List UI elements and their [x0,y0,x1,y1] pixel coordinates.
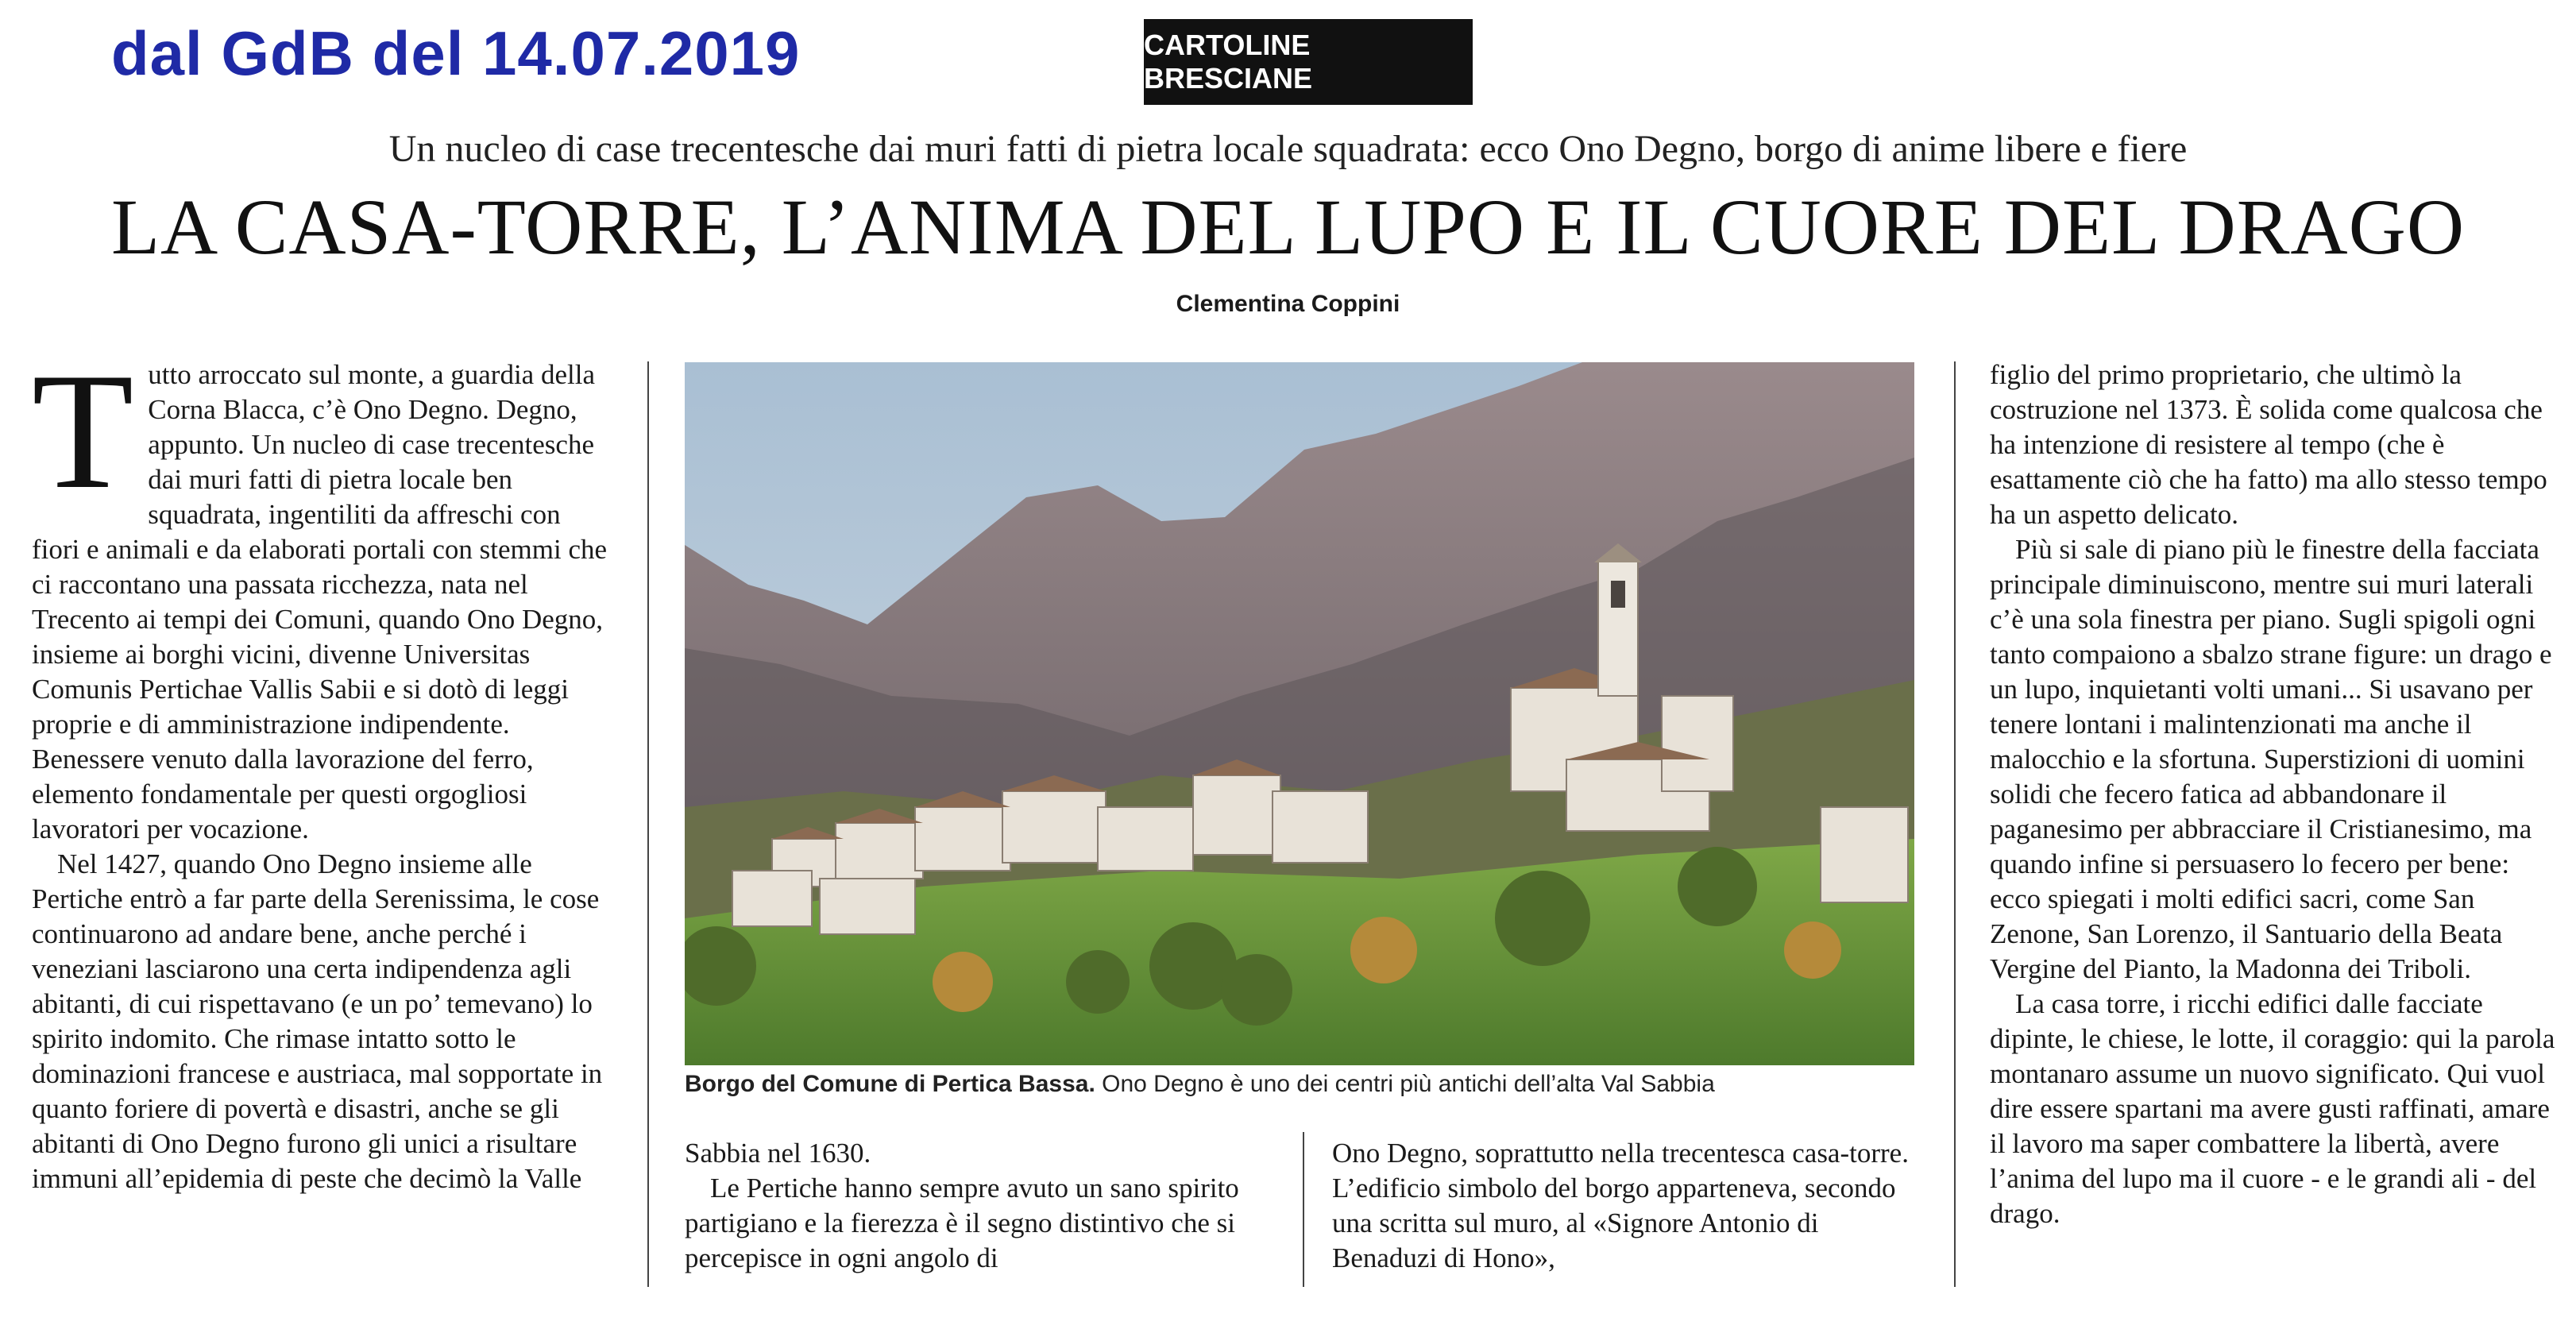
article-byline: Clementina Coppini [1176,291,1400,317]
article-column-4 [1990,357,2562,1287]
village-landscape-image [685,362,1914,1065]
photo-caption [685,1071,1924,1098]
caption-text: Ono Degno è uno dei centri più antichi dell’alta Val Sabbia [1095,1071,1715,1097]
article-subtitle: Un nucleo di case trecentesche dai muri fatti di pietra locale squadrata: ecco Ono Degno, borgo di anime libere e fiere [388,128,2188,170]
column-rule-2 [1303,1132,1304,1287]
article-headline: LA CASA-TORRE, L’ANIMA DEL LUPO E IL CUORE DEL DRAGO [110,183,2466,271]
paragraph: Sabbia nel 1630. [685,1138,871,1169]
bell-tower-window [1611,581,1625,608]
caption-bold: Borgo del Comune di Pertica Bassa. [685,1071,1095,1097]
source-label: dal GdB del 14.07.2019 [111,18,801,88]
drop-cap: T [32,357,134,524]
paragraph: Le Pertiche hanno sempre avuto un sano spirito partigiano e la fierezza è il segno distintivo che si percepisce in ogni angolo di [685,1173,1239,1273]
paragraph: figlio del primo proprietario, che ultimò la costruzione nel 1373. È solida come qualcosa che ha intenzione di resistere al tempo (che è esattamente ciò che ha fatto) ma allo stesso tempo ha un aspetto delicato. [1990,359,2547,530]
paragraph: Ono Degno, soprattutto nella trecentesca casa-torre. L’edificio simbolo del borgo apparteneva, secondo una scritta sul muro, al «Signore Antonio di Benaduzi di Hono», [1332,1138,1909,1273]
article-photo [685,362,1914,1065]
article-column-1 [32,357,612,1287]
paragraph: Nel 1427, quando Ono Degno insieme alle Pertiche entrò a far parte della Serenissima, le cose continuarono ad andare bene, anche perché i veneziani lasciarono una certa indipendenza agli abitanti, di cui rispettavano (e un po’ temevano) lo spirito indomito. Che rimase intatto sotto le dominazioni francese e austriaca, mal sopportate in quanto foriere di povertà e disastri, anche se gli abitanti di Ono Degno furono gli unici a risultare immuni all’epidemia di peste che decimò la Valle [32,848,603,1194]
paragraph: Più si sale di piano più le finestre della facciata principale diminuiscono, mentre sui muri laterali c’è una sola finestra per piano. Sugli spigoli ogni tanto compaiono a sbalzo strane figure: un drago e un lupo, inquietanti volti umani... Si usavano per tenere lontani i malintenzionati ma anche il malocchio e la sfortuna. Superstizioni di uomini solidi che fecero fatica ad abbandonare il paganesimo per abbracciare il Cristianesimo, ma quando infine si persuasero lo fecero per bene: ecco spiegati i molti edifici sacri, come San Zenone, San Lorenzo, il Santuario della Beata Vergine del Pianto, la Madonna dei Triboli. [1990,534,2552,984]
paragraph: utto arroccato sul monte, a guardia della Corna Blacca, c’è Ono Degno. Degno, appunto. Un nucleo di case trecentesche dai muri fatti di pietra locale ben squadrata, ingentiliti da affreschi con fiori e animali e da elaborati portali con stemmi che ci raccontano una passata ricchezza, nata nel Trecento ai tempi dei Comuni, quando Ono Degno, insieme ai borghi vicini, divenne Universitas Comunis Pertichae Vallis Sabii e si dotò di leggi proprie e di amministrazione indipendente. Benessere venuto dalla lavorazione del ferro, elemento fondamentale per questi orgogliosi lavoratori per vocazione. [32,359,608,844]
column-rule-3 [1954,361,1956,1287]
paragraph: La casa torre, i ricchi edifici dalle facciate dipinte, le chiese, le lotte, il coraggio: qui la parola montanaro assume un nuovo significato. Qui vuol dire essere spartani ma avere gusti raffinati, amare il lavoro ma saper combattere la libertà, avere l’anima del lupo ma il cuore - e le grandi ali - del drago. [1990,988,2555,1229]
section-rubric [1144,19,1473,105]
article-column-3 [1332,1136,1920,1295]
article-column-2 [685,1136,1276,1295]
column-rule-1 [647,361,649,1287]
rubric-text: CARTOLINE BRESCIANE [1144,29,1313,95]
